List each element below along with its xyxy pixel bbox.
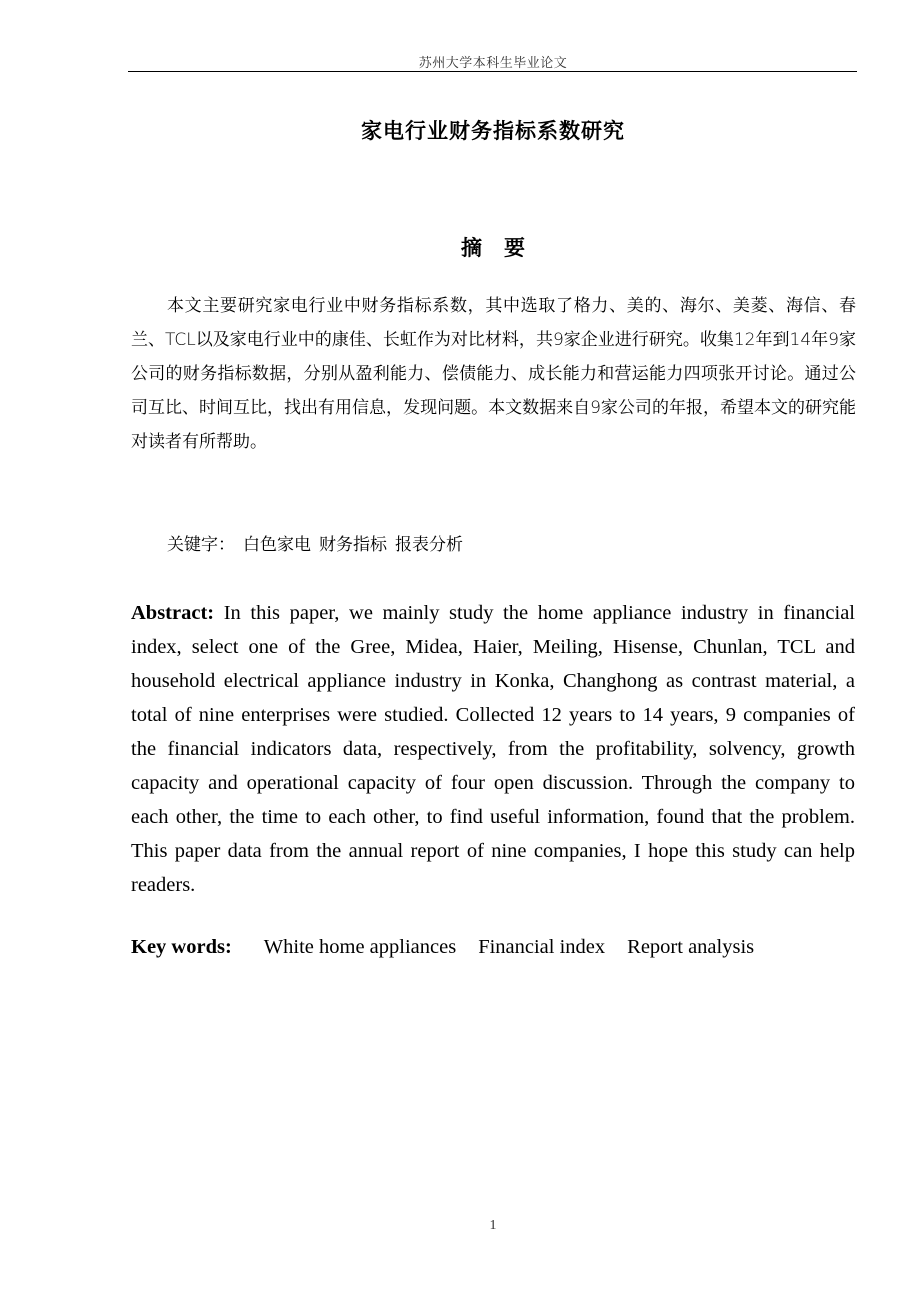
- running-header: 苏州大学本科生毕业论文: [418, 55, 568, 70]
- keyword-en: Report analysis: [627, 936, 755, 958]
- keyword-en: White home appliances: [263, 936, 457, 958]
- page-number: 1: [489, 1218, 497, 1233]
- abstract-cn-heading: 摘要: [461, 236, 547, 260]
- keywords-cn-label: 关键字：: [167, 535, 235, 555]
- keyword-cn: 财务指标: [319, 535, 387, 555]
- keywords-en-label: Key words:: [131, 936, 232, 958]
- keyword-en: Financial index: [478, 936, 606, 958]
- abstract-en-body: In this paper, we mainly study the home appliance industry in financial index, select one of the Gree, Midea, Haier, Meiling, Hisense, Chunlan, TCL and household electrical appliance industry in Konka, Changhong as contrast material, a total of nine enterprises were studied. Collected 12 years to 14 years, 9 companies of the financial indicators data, respectively, from the profitability, solvency, growth capacity and operational capacity of four open discussion. Through the company to each other, the time to each other, to find useful information, found that the problem. This paper data from the annual report of nine companies, I hope this study can help readers.: [131, 602, 855, 896]
- keywords-cn: [167, 530, 471, 555]
- abstract-cn-body: 本文主要研究家电行业中财务指标系数，其中选取了格力、美的、海尔、美菱、海信、春兰、TCL以及家电行业中的康佳、长虹作为对比材料，共9家企业进行研究。收集12年到14年9家公司的财务指标数据，分别从盈利能力、偿债能力、成长能力和营运能力四项张开讨论。通过公司互比、时间互比，找出有用信息，发现问题。本文数据来自9家公司的年报，希望本文的研究能对读者有所帮助。: [131, 296, 856, 452]
- keyword-cn: 报表分析: [395, 535, 463, 555]
- abstract-en-label: Abstract:: [131, 602, 215, 624]
- abstract-en: [131, 596, 855, 902]
- keyword-cn: 白色家电: [243, 535, 311, 555]
- paper-title: 家电行业财务指标系数研究: [361, 119, 625, 143]
- keywords-en: [131, 936, 776, 959]
- header-divider: [128, 71, 857, 72]
